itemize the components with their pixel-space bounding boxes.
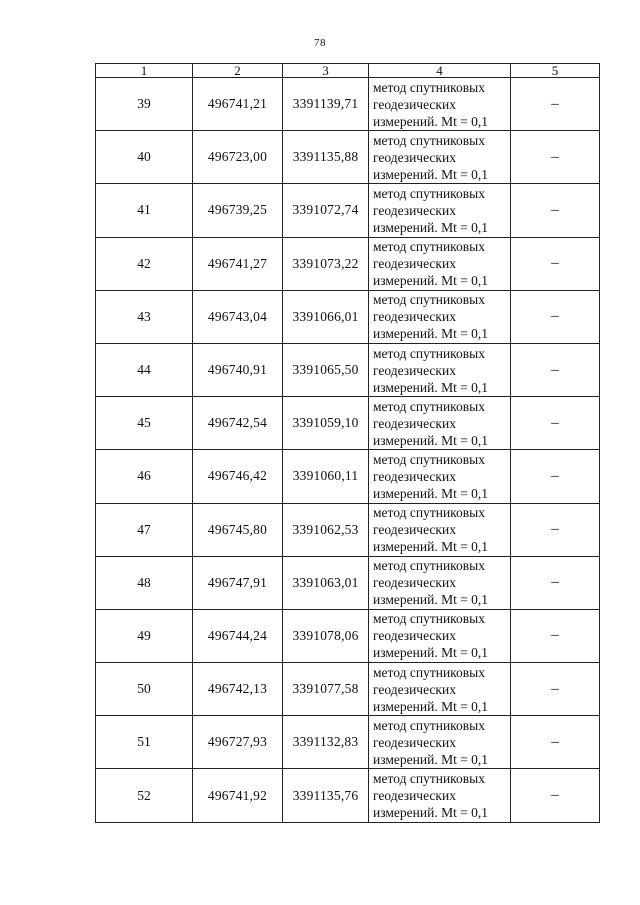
note-cell: –: [511, 78, 600, 131]
table-row: [96, 556, 600, 609]
method-text-line: геодезических: [373, 628, 456, 644]
point-number-cell: 50: [96, 663, 193, 716]
page-number: 78: [314, 37, 326, 49]
y-coordinate-cell: 3391062,53: [283, 503, 369, 556]
method-text-line: измерений. Mt = 0,1: [373, 645, 489, 661]
y-coordinate-cell: 3391066,01: [283, 290, 369, 343]
table-row: [96, 237, 600, 290]
column-header-4: 4: [369, 64, 511, 78]
column-header-3: 3: [283, 64, 369, 78]
x-coordinate-cell: 496744,24: [193, 609, 283, 662]
note-cell: –: [511, 609, 600, 662]
point-number-cell: 43: [96, 290, 193, 343]
note-cell: –: [511, 769, 600, 822]
table-row: [96, 609, 600, 662]
table-row: [96, 450, 600, 503]
y-coordinate-cell: 3391073,22: [283, 237, 369, 290]
method-text-line: измерений. Mt = 0,1: [373, 485, 489, 501]
y-coordinate-cell: 3391072,74: [283, 184, 369, 237]
method-text-line: геодезических: [373, 309, 456, 325]
table-row: [96, 131, 600, 184]
note-cell: –: [511, 131, 600, 184]
method-text-line: измерений. Mt = 0,1: [373, 592, 489, 608]
table-row: [96, 716, 600, 769]
method-text-line: геодезических: [373, 681, 456, 697]
table-row: [96, 769, 600, 822]
point-number-cell: 40: [96, 131, 193, 184]
method-text-line: метод спутниковых: [373, 664, 485, 680]
y-coordinate-cell: 3391135,88: [283, 131, 369, 184]
y-coordinate-cell: 3391135,76: [283, 769, 369, 822]
method-text-line: геодезических: [373, 256, 456, 272]
method-text-line: геодезических: [373, 96, 456, 112]
method-cell: [369, 184, 511, 237]
method-cell: [369, 78, 511, 131]
table-row: [96, 78, 600, 131]
point-number-cell: 44: [96, 343, 193, 396]
x-coordinate-cell: 496739,25: [193, 184, 283, 237]
point-number-cell: 45: [96, 397, 193, 450]
table-row: [96, 397, 600, 450]
table-row: [96, 503, 600, 556]
method-text-line: метод спутниковых: [373, 771, 485, 787]
method-text-line: геодезических: [373, 734, 456, 750]
y-coordinate-cell: 3391077,58: [283, 663, 369, 716]
y-coordinate-cell: 3391139,71: [283, 78, 369, 131]
method-text-line: метод спутниковых: [373, 558, 485, 574]
table-row: [96, 663, 600, 716]
y-coordinate-cell: 3391059,10: [283, 397, 369, 450]
y-coordinate-cell: 3391078,06: [283, 609, 369, 662]
point-number-cell: 42: [96, 237, 193, 290]
point-number-cell: 48: [96, 556, 193, 609]
method-text-line: геодезических: [373, 522, 456, 538]
method-text-line: измерений. Mt = 0,1: [373, 273, 489, 289]
column-header-1: 1: [96, 64, 193, 78]
method-text-line: измерений. Mt = 0,1: [373, 219, 489, 235]
method-cell: [369, 769, 511, 822]
coordinates-table: [95, 63, 600, 823]
point-number-cell: 41: [96, 184, 193, 237]
method-text-line: геодезических: [373, 575, 456, 591]
table-body: [96, 78, 600, 823]
method-text-line: геодезических: [373, 468, 456, 484]
table-row: [96, 290, 600, 343]
note-cell: –: [511, 184, 600, 237]
method-text-line: метод спутниковых: [373, 185, 485, 201]
method-text-line: метод спутниковых: [373, 451, 485, 467]
method-cell: [369, 609, 511, 662]
method-text-line: измерений. Mt = 0,1: [373, 113, 489, 129]
column-header-2: 2: [193, 64, 283, 78]
point-number-cell: 46: [96, 450, 193, 503]
y-coordinate-cell: 3391132,83: [283, 716, 369, 769]
method-text-line: метод спутниковых: [373, 505, 485, 521]
note-cell: –: [511, 716, 600, 769]
method-text-line: метод спутниковых: [373, 398, 485, 414]
x-coordinate-cell: 496747,91: [193, 556, 283, 609]
method-cell: [369, 503, 511, 556]
x-coordinate-cell: 496741,27: [193, 237, 283, 290]
note-cell: –: [511, 556, 600, 609]
point-number-cell: 51: [96, 716, 193, 769]
method-text-line: геодезических: [373, 202, 456, 218]
method-text-line: измерений. Mt = 0,1: [373, 539, 489, 555]
method-text-line: метод спутниковых: [373, 717, 485, 733]
x-coordinate-cell: 496743,04: [193, 290, 283, 343]
method-cell: [369, 290, 511, 343]
method-cell: [369, 237, 511, 290]
method-text-line: метод спутниковых: [373, 79, 485, 95]
x-coordinate-cell: 496723,00: [193, 131, 283, 184]
method-text-line: измерений. Mt = 0,1: [373, 379, 489, 395]
x-coordinate-cell: 496742,54: [193, 397, 283, 450]
method-cell: [369, 450, 511, 503]
x-coordinate-cell: 496745,80: [193, 503, 283, 556]
point-number-cell: 52: [96, 769, 193, 822]
method-text-line: геодезических: [373, 415, 456, 431]
table-row: [96, 184, 600, 237]
y-coordinate-cell: 3391060,11: [283, 450, 369, 503]
method-text-line: геодезических: [373, 362, 456, 378]
table-row: [96, 343, 600, 396]
method-text-line: метод спутниковых: [373, 611, 485, 627]
x-coordinate-cell: 496741,92: [193, 769, 283, 822]
method-cell: [369, 343, 511, 396]
method-text-line: измерений. Mt = 0,1: [373, 432, 489, 448]
method-text-line: геодезических: [373, 788, 456, 804]
method-text-line: метод спутниковых: [373, 345, 485, 361]
method-cell: [369, 716, 511, 769]
method-cell: [369, 556, 511, 609]
point-number-cell: 49: [96, 609, 193, 662]
method-text-line: геодезических: [373, 149, 456, 165]
x-coordinate-cell: 496741,21: [193, 78, 283, 131]
note-cell: –: [511, 503, 600, 556]
method-text-line: метод спутниковых: [373, 132, 485, 148]
note-cell: –: [511, 450, 600, 503]
method-text-line: метод спутниковых: [373, 239, 485, 255]
x-coordinate-cell: 496727,93: [193, 716, 283, 769]
y-coordinate-cell: 3391063,01: [283, 556, 369, 609]
point-number-cell: 39: [96, 78, 193, 131]
x-coordinate-cell: 496742,13: [193, 663, 283, 716]
column-header-5: 5: [511, 64, 600, 78]
x-coordinate-cell: 496746,42: [193, 450, 283, 503]
note-cell: –: [511, 397, 600, 450]
note-cell: –: [511, 290, 600, 343]
note-cell: –: [511, 237, 600, 290]
method-cell: [369, 663, 511, 716]
method-text-line: измерений. Mt = 0,1: [373, 698, 489, 714]
y-coordinate-cell: 3391065,50: [283, 343, 369, 396]
method-cell: [369, 397, 511, 450]
note-cell: –: [511, 343, 600, 396]
note-cell: –: [511, 663, 600, 716]
point-number-cell: 47: [96, 503, 193, 556]
method-text-line: метод спутниковых: [373, 292, 485, 308]
method-text-line: измерений. Mt = 0,1: [373, 805, 489, 821]
method-text-line: измерений. Mt = 0,1: [373, 751, 489, 767]
header-row: [96, 64, 600, 78]
x-coordinate-cell: 496740,91: [193, 343, 283, 396]
method-cell: [369, 131, 511, 184]
method-text-line: измерений. Mt = 0,1: [373, 166, 489, 182]
method-text-line: измерений. Mt = 0,1: [373, 326, 489, 342]
